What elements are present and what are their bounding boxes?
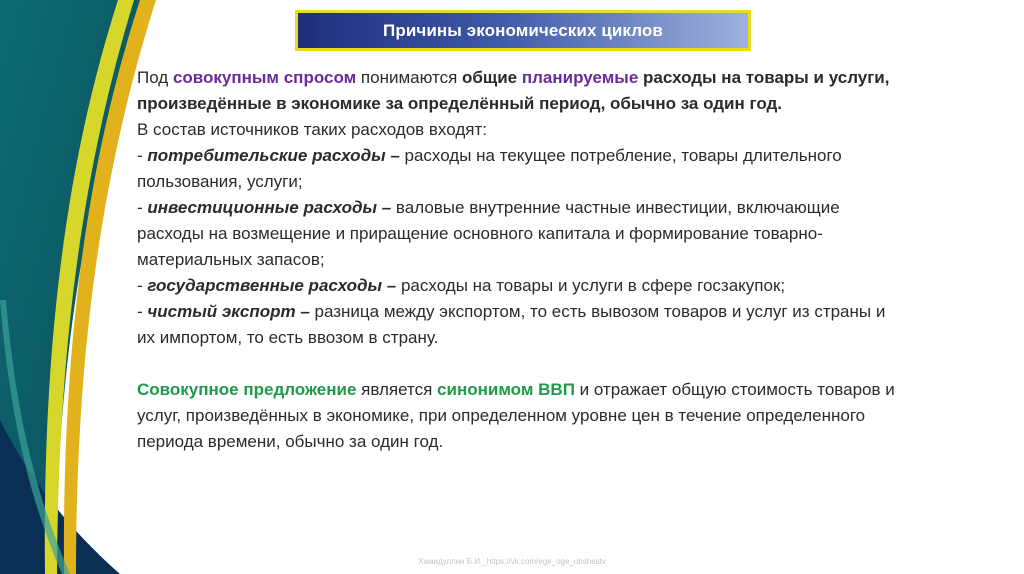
term: потребительские расходы – — [147, 146, 400, 165]
bullet: - — [137, 198, 148, 217]
term-aggregate-supply: Совокупное предложение — [137, 380, 357, 399]
bullet: - — [137, 276, 148, 295]
term-planned: планируемые — [521, 68, 639, 87]
slide-footer-credit: Хамидуллин Б.И._https://vk.com/ege_oge_obshestv — [418, 557, 606, 566]
term: чистый экспорт – — [147, 302, 310, 321]
text: расходы на товары и услуги в сфере госзакупок; — [396, 276, 786, 295]
bullet: - — [137, 146, 148, 165]
term-gdp-synonym: синонимом ВВП — [437, 380, 575, 399]
slide-body — [137, 65, 907, 455]
spacer — [137, 351, 907, 377]
bullet: - — [137, 302, 148, 321]
paragraph-sources-intro: В состав источников таких расходов входят: — [137, 120, 487, 139]
slide-title-banner — [295, 10, 751, 51]
term: инвестиционные расходы – — [147, 198, 392, 217]
term-aggregate-demand: совокупным спросом — [172, 68, 357, 87]
list-item — [137, 299, 907, 351]
paragraph-aggregate-demand — [137, 65, 907, 117]
text: расходы на текущее потребление, товары длительного пользования, услуги; — [137, 146, 842, 191]
text-bold: расходы на товары и услуги, произведённые в экономике за определённый период, обычно за один год. — [137, 68, 890, 113]
term: государственные расходы – — [147, 276, 397, 295]
slide-title: Причины экономических циклов — [383, 20, 663, 40]
text: валовые внутренние частные инвестиции, включающие расходы на возмещение и приращение основного капитала и формирование товарно-материальных запасов; — [137, 198, 840, 269]
list-item — [137, 273, 907, 299]
list-item — [137, 195, 907, 273]
list-item — [137, 143, 907, 195]
text: разница между экспортом, то есть вывозом товаров и услуг из страны и их импортом, то есть ввозом в страну. — [137, 302, 886, 347]
text: является — [356, 380, 438, 399]
text: понимаются — [356, 68, 462, 87]
text: и отражает общую стоимость товаров и услуг, произведённых в экономике, при определенном уровне цен в течение определенного периода времени, обычно за один год. — [137, 380, 895, 451]
paragraph-aggregate-supply — [137, 377, 907, 455]
text: Под — [137, 68, 173, 87]
text-bold: общие — [462, 68, 522, 87]
